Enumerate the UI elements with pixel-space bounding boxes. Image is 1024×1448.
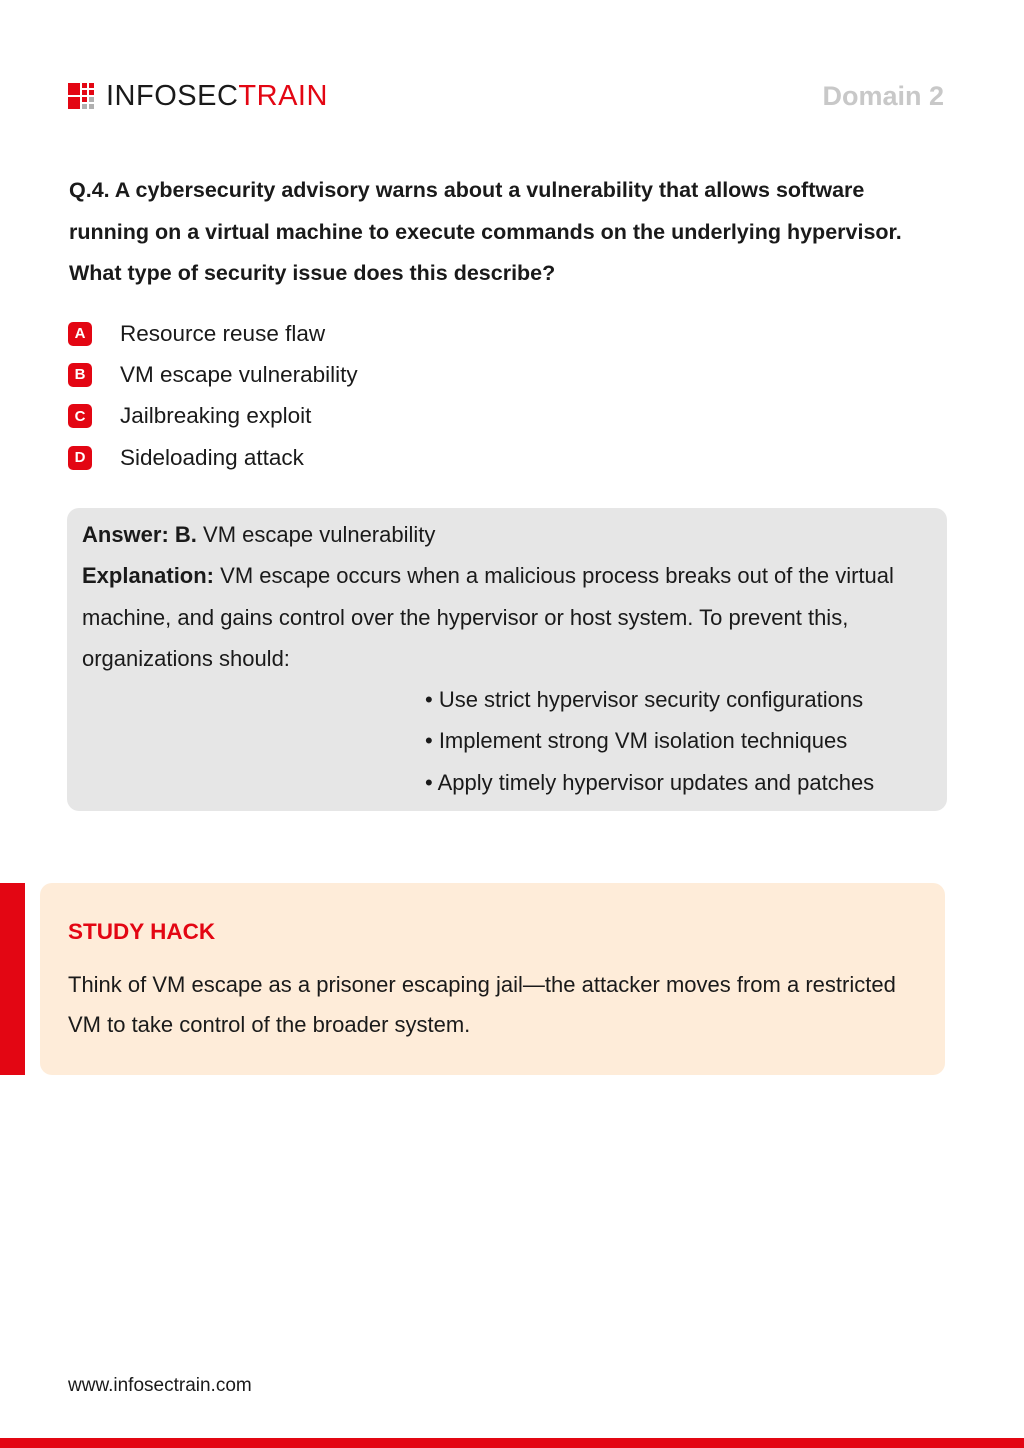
option-text: VM escape vulnerability (120, 361, 358, 387)
study-hack-accent-bar (0, 883, 25, 1075)
logo-text-infosec: INFOSEC (106, 80, 239, 112)
option-a (68, 313, 928, 354)
prevention-item: • Implement strong VM isolation techniques (425, 728, 848, 754)
prevention-item: • Use strict hypervisor security configurations (425, 687, 864, 713)
prevention-list (82, 679, 932, 803)
option-letter-badge: D (68, 446, 92, 470)
infosectrain-logo (68, 80, 328, 112)
answer-box (67, 508, 947, 811)
page-header (68, 76, 944, 116)
footer-website-link[interactable]: www.infosectrain.com (68, 1375, 252, 1396)
footer-accent-bar (0, 1438, 1024, 1448)
answer-options (68, 313, 928, 478)
explanation-label: Explanation: (82, 563, 215, 589)
answer-value: VM escape vulnerability (203, 522, 436, 547)
domain-label: Domain 2 (822, 81, 944, 111)
option-c (68, 396, 928, 437)
option-b (68, 354, 928, 395)
option-letter-badge: B (68, 363, 92, 387)
option-text: Resource reuse flaw (120, 320, 326, 346)
option-text: Sideloading attack (120, 444, 304, 470)
answer-line (82, 514, 932, 555)
study-hack-title: STUDY HACK (68, 919, 216, 944)
option-letter-badge: C (68, 404, 92, 428)
answer-label: Answer: B. (82, 522, 197, 547)
explanation-paragraph (82, 555, 932, 679)
logo-grid-icon (68, 83, 94, 109)
study-hack-box (40, 883, 945, 1075)
logo-text-train: TRAIN (238, 80, 328, 112)
answer-content (82, 514, 932, 803)
option-text: Jailbreaking exploit (120, 403, 312, 429)
option-d (68, 437, 928, 478)
question-text: Q.4. A cybersecurity advisory warns about a vulnerability that allows software running on a virtual machine to execute commands on the underlying hypervisor. What type of security issue does this describe? (69, 178, 902, 285)
logo-wordmark (106, 80, 328, 112)
study-hack-text: Think of VM escape as a prisoner escaping jail—the attacker moves from a restricted VM to take control of the broader system. (68, 972, 896, 1037)
explanation-text: VM escape occurs when a malicious process breaks out of the virtual machine, and gains control over the hypervisor or host system. To prevent this, organizations should: (82, 563, 894, 671)
prevention-item: • Apply timely hypervisor updates and patches (425, 769, 875, 795)
option-letter-badge: A (68, 322, 92, 346)
